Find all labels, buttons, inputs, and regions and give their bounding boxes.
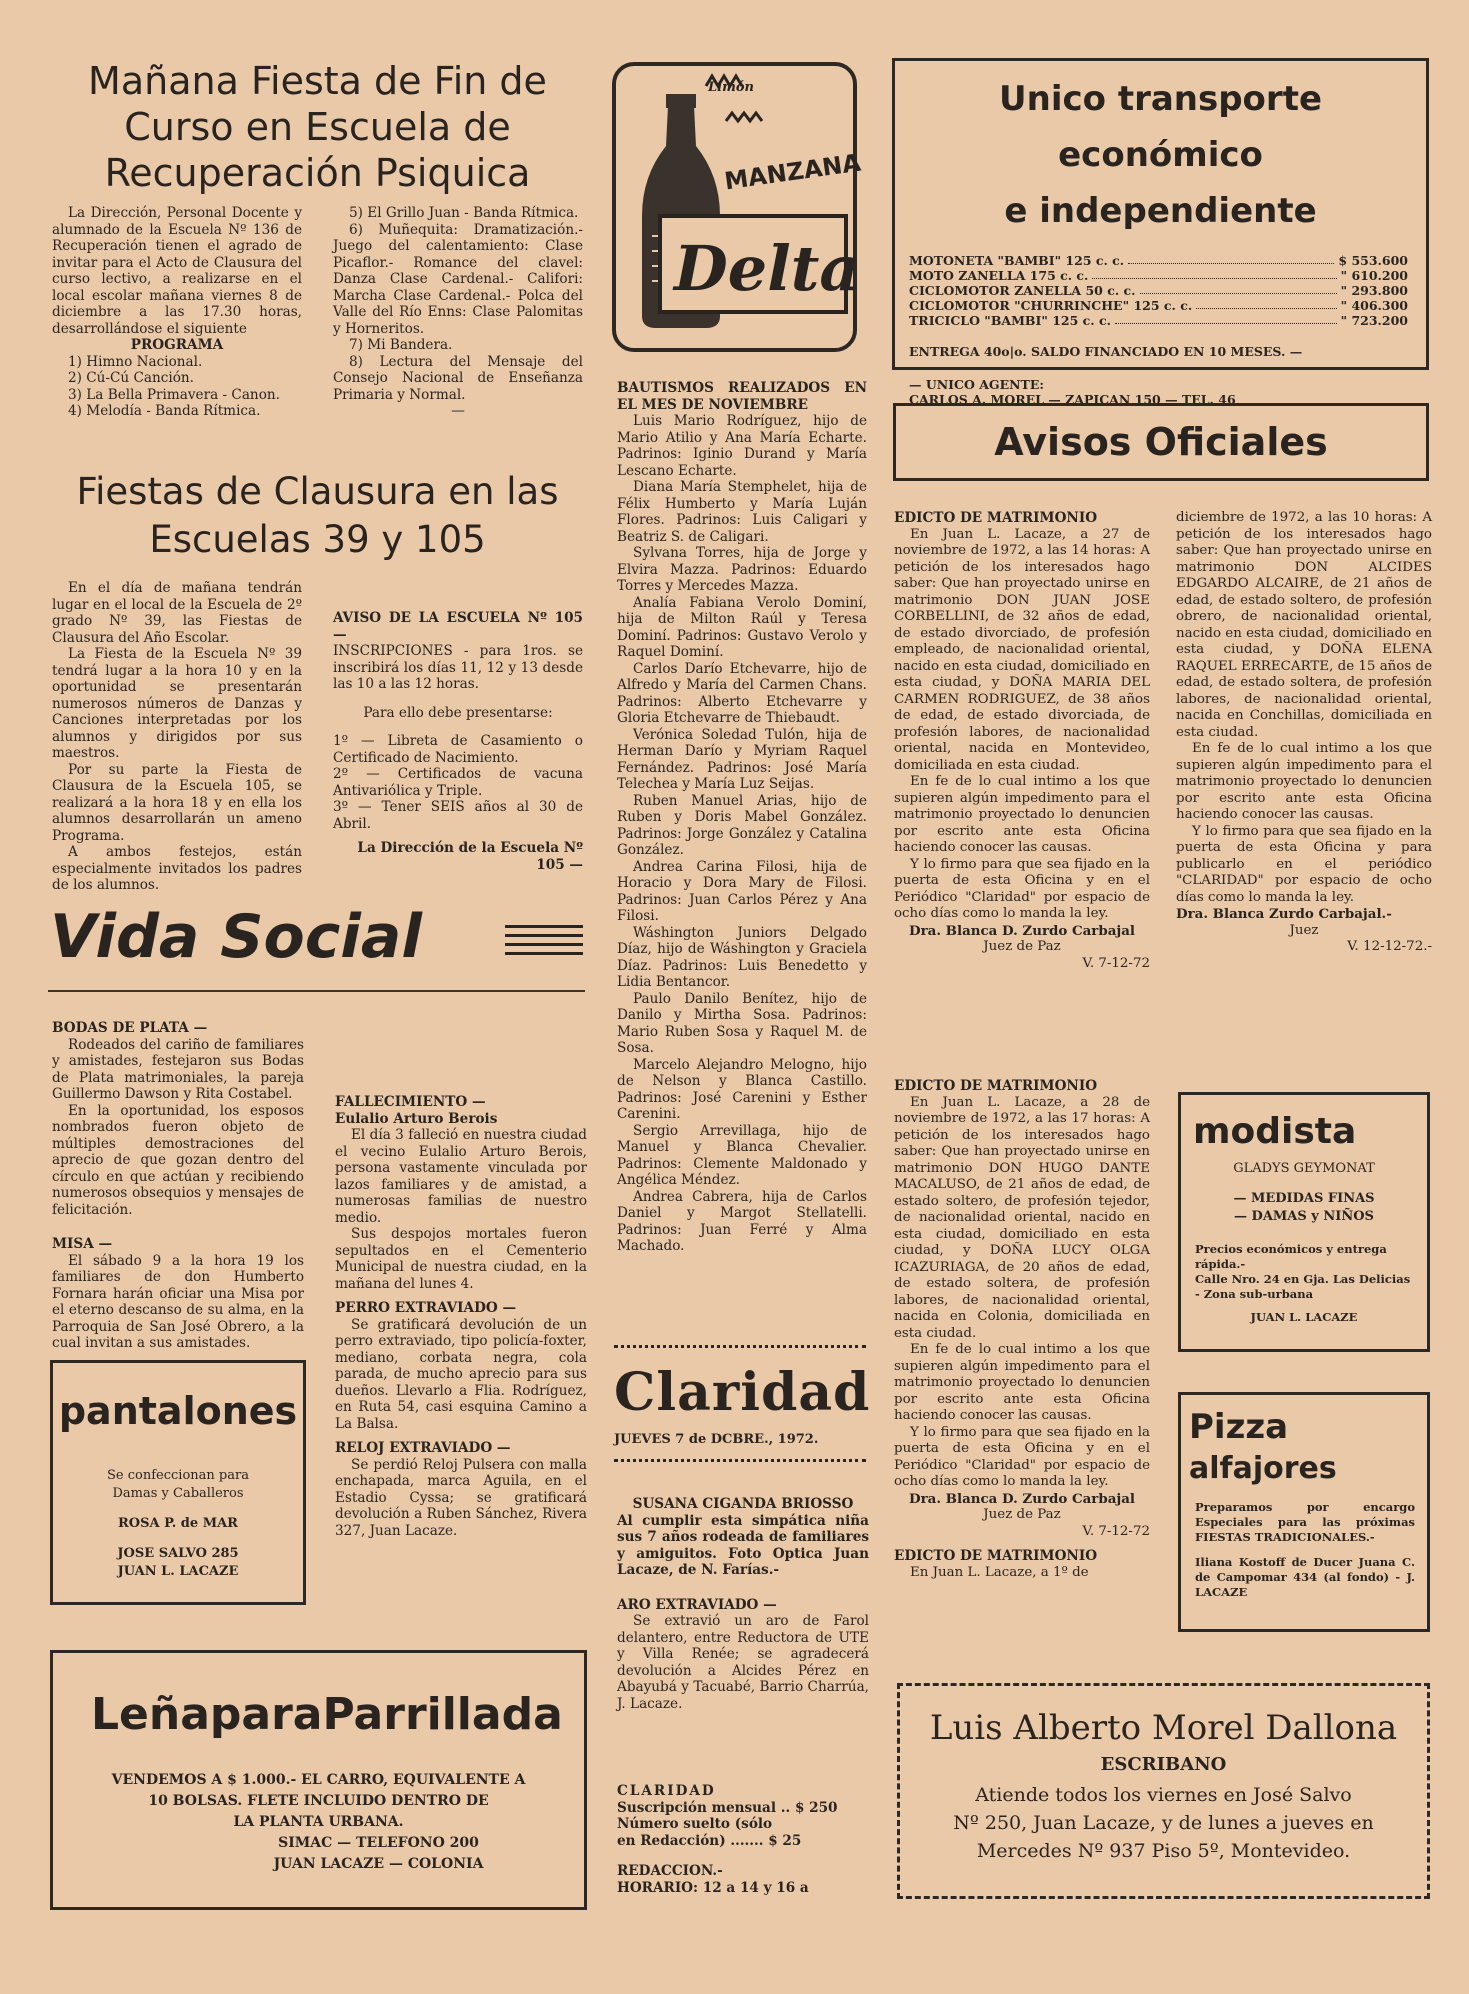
avisos-oficiales-banner bbox=[893, 403, 1429, 481]
price-row: MOTONETA "BAMBI" 125 c. c. $ 553.600 bbox=[909, 253, 1408, 268]
social-col1: BODAS DE PLATA — Rodeados del cariño de familiares y amistades, festejaron sus Bodas de Plata matrimoniales, la pareja Guillermo Dawson y Rita Costabel. En la oportunidad, los esposos nombrados fueron objeto de múltiples demostraciones del aprecio de que gozan dentro del círculo en que actúan y recibiendo numerosos obsequios y mensajes de felicitación. MISA — El sábado 9 a la hora 19 los familiares de don Humberto Fornara harán oficiar una Misa por el eterno descanso de su alma, en la Parroquia de San José Obrero, a la cual invitan a sus amistades. bbox=[52, 1020, 304, 1351]
divider bbox=[48, 990, 585, 992]
headline-fiesta-fin-curso: Mañana Fiesta de Fin de Curso en Escuela de Recuperación Psiquica bbox=[88, 59, 547, 195]
article-fiesta-col2: 5) El Grillo Juan - Banda Rítmica. 6) Muñequita: Dramatización.- Juego del calentamiento: Clase Picaflor.- Romance del clavel: Danza Clase Cardenal.- Califori: Marcha Clase Cardenal.- Polca del Valle del Río Enns: Clase Palomitas y Horneritos. 7) Mi Bandera. 8) Lectura del Mensaje del Consejo Nacional de Enseñanza Primaria y Normal. — bbox=[333, 205, 583, 419]
delta-flavor: MANZANA bbox=[722, 148, 863, 196]
edicto-matrimonio-1: EDICTO DE MATRIMONIO En Juan L. Lacaze, a 27 de noviembre de 1972, a las 14 horas: A petición de los interesados hago saber: Que han proyectado unirse en matrimonio DON JUAN JOSE CORBELLINI, de 32 años de edad, de estado divorciado, de profesión empleado, de nacionalidad oriental, nacido en esta ciudad, domiciliado en esta ciudad, y DOÑA MARIA DEL CARMEN RODRIGUEZ, de 38 años de edad, de estado divorciada, de profesión labores, de nacionalidad oriental, nacida en Montevideo, domiciliada en esta ciudad. En fe de lo cual intimo a los que supieren algún impedimento para el matrimonio proyectado lo denuncien por escrito ante esta Oficina haciendo conocer las causas. Y lo firmo para que sea fijado en la puerta de esta Oficina y en el Periódico "Claridad" por espacio de ocho días como lo manda la ley. Dra. Blanca D. Zurdo Carbajal Juez de Paz V. 7-12-72 bbox=[894, 510, 1150, 971]
edicto-matrimonio-2: EDICTO DE MATRIMONIO En Juan L. Lacaze, a 28 de noviembre de 1972, a las 17 horas: A petición de los interesados hago saber: Que han proyectado unirse en matrimonio DON HUGO DANTE MACALUSO, de 21 años de edad, de estado soltero, de profesión tejedor, de nacionalidad oriental, nacido en esta ciudad, domiciliado en esta ciudad, y DOÑA LUCY OLGA ICAZURIAGA, de 20 años de edad, de estado soltera, de profesión labores, de nacionalidad oriental, nacida en Colonia, domiciliada en esta ciudad. En fe de lo cual intimo a los que supieren algún impedimento para el matrimonio proyectado lo denuncien por escrito ante esta Oficina haciendo conocer las causas. Y lo firmo para que sea fijado en la puerta de esta Oficina y en el Periódico "Claridad" por espacio de ocho días como lo manda la ley. Dra. Blanca D. Zurdo Carbajal Juez de Paz V. 7-12-72 EDICTO DE MATRIMONIO En Juan L. Lacaze, a 1º de bbox=[894, 1078, 1150, 1580]
ad-escribano: Luis Alberto Morel Dallona ESCRIBANO Atiende todos los viernes en José Salvo Nº 250, Juan Lacaze, y de lunes a jueves en Mercedes Nº 937 Piso 5º, Montevideo. bbox=[897, 1683, 1430, 1899]
alfajores-title: alfajores bbox=[1189, 1451, 1337, 1486]
escribano-role: ESCRIBANO bbox=[1100, 1754, 1227, 1775]
price-row: TRICICLO "BAMBI" 125 c. c. " 723.200 bbox=[909, 313, 1408, 328]
claridad-masthead bbox=[614, 1345, 871, 1462]
price-row: CICLOMOTOR ZANELLA 50 c. c. " 293.800 bbox=[909, 283, 1408, 298]
ad-lena-parrillada: Leña para Parrillada VENDEMOS A $ 1.000.- EL CARRO, EQUIVALENTE A 10 BOLSAS. FLETE INCLUIDO DENTRO DE LA PLANTA URBANA. SIMAC — TELEFONO 200 JUAN LACAZE — COLONIA bbox=[50, 1650, 587, 1910]
ad-pizza-alfajores: Pizza alfajores Preparamos por encargo Especiales para las próximas FIESTAS TRADICIONALES.- Iliana Kostoff de Ducer Juana C. de Campomar 434 (al fondo) - J. LACAZE bbox=[1178, 1392, 1430, 1632]
ad-modista: modista GLADYS GEYMONAT — MEDIDAS FINAS — DAMAS y NIÑOS Precios económicos y entrega rápida.- Calle Nro. 24 en Gja. Las Delicias - Zona sub-urbana JUAN L. LACAZE bbox=[1178, 1092, 1430, 1352]
pizza-title: Pizza bbox=[1189, 1407, 1289, 1447]
price-row: CICLOMOTOR "CHURRINCHE" 125 c. c. " 406.300 bbox=[909, 298, 1408, 313]
edicto-matrimonio-3: diciembre de 1972, a las 10 horas: A petición de los interesados hago saber: Que han proyectado unirse en matrimonio DON ALCIDES EDGARDO ALCAIRE, de 21 años de edad, de estado soltero, de profesión obrero, de nacionalidad oriental, nacido en esta ciudad, domiciliado en esta ciudad, y DOÑA ELENA RAQUEL ERRECARTE, de 15 años de edad, de estado soltera, de profesión labores, de nacionalidad oriental, nacida en Conchillas, domiciliada en esta ciudad. En fe de lo cual intimo a los que supieren algún impedimento para el matrimonio proyectado lo denuncien por escrito ante esta Oficina haciendo conocer las causas. Y lo firmo para que sea fijado en la puerta de esta Oficina y para publicarlo en el periódico "CLARIDAD" por espacio de ocho días como lo manda la ley. Dra. Blanca Zurdo Carbajal.- Juez V. 12-12-72.- bbox=[1176, 510, 1432, 954]
avisos-oficiales-title: Avisos Oficiales bbox=[994, 420, 1328, 464]
suscripcion: CLARIDAD Suscripción mensual .. $ 250 Número suelto (sólo en Redacción) ....... $ 25 REDACCION.- HORARIO: 12 a 14 y 16 a bbox=[617, 1783, 838, 1896]
delta-top-text: Limón bbox=[708, 80, 754, 95]
delta-brand: Delta bbox=[674, 232, 860, 305]
ad-pantalones: pantalones Se confeccionan para Damas y Caballeros ROSA P. de MAR JOSE SALVO 285 JUAN L. LACAZE bbox=[50, 1360, 306, 1605]
ad-transporte: Unico transporte económico e independiente MOTONETA "BAMBI" 125 c. c. $ 553.600 MOTO ZANELLA 175 c. c. " 610.200 CICLOMOTOR ZANELLA 50 c. c. " 293.800 CICLOMOTOR "CHURRINCHE" 125 c. c. " 406.300 TRICICLO "BAMBI" 125 c. c. " 723.200 ENTREGA 40o|o. SALDO FINANCIADO EN 10 MESES. — — UNICO AGENTE: CARLOS A. MOREL — ZAPICAN 150 — TEL. 46 bbox=[892, 58, 1429, 370]
ad-pantalones-title: pantalones bbox=[58, 1389, 298, 1433]
bottle-illustration bbox=[616, 66, 856, 352]
vida-social-ornament bbox=[505, 925, 583, 955]
escribano-name: Luis Alberto Morel Dallona bbox=[929, 1708, 1398, 1748]
ad-delta-manzana bbox=[612, 62, 863, 352]
headline-fiestas-clausura: Fiestas de Clausura en las Escuelas 39 y 105 bbox=[76, 470, 559, 561]
article-clausura-col1: En el día de mañana tendrán lugar en el local de la Escuela de 2º grado Nº 39, las Fiestas de Clausura del Año Escolar. La Fiesta de la Escuela Nº 39 tendrá lugar a la hora 10 y en la oportunidad se presentarán numerosos números de Danzas y Canciones interpretadas por los alumnos y dirigidos por sus maestros. Por su parte la Fiesta de Clausura de la Escuela 105, se realizará a la hora 18 y en ella los alumnos desarrollarán un ameno Programa. A ambos festejos, están especialmente invitados los padres de los alumnos. bbox=[52, 580, 302, 893]
article-clausura-col2: AVISO DE LA ESCUELA Nº 105 — INSCRIPCIONES - para 1ros. se inscribirá los días 11, 12 y 13 desde las 10 a las 12 horas. Para ello debe presentarse: 1º — Libreta de Casamiento o Certificado de Nacimiento. 2º — Certificados de vacuna Antivariólica y Triple. 3º — Tener SEIS años al 30 de Abril. La Dirección de la Escuela Nº 105 — bbox=[333, 610, 583, 873]
claridad-title: Claridad bbox=[614, 1362, 871, 1423]
claridad-date: JUEVES 7 de DCBRE., 1972. bbox=[614, 1432, 819, 1447]
article-fiesta-col1: La Dirección, Personal Docente y alumnado de la Escuela Nº 136 de Recuperación tienen el agrado de invitar para el Acto de Clausura del curso lectivo, a realizarse en el local escolar mañana viernes 8 de diciembre a las 17.30 horas, desarrollándose el siguiente PROGRAMA 1) Himno Nacional. 2) Cú-Cú Canción. 3) La Bella Primavera - Canon. 4) Melodía - Banda Rítmica. bbox=[52, 205, 302, 419]
susana-ciganda: SUSANA CIGANDA BRIOSSO Al cumplir esta simpática niña sus 7 años rodeada de familiares y amiguitos. Foto Optica Juan Lacaze, de N. Farías.- ARO EXTRAVIADO — Se extravió un aro de Farol delantero, entre Reductora de UTE y Villa Renée; se agradecerá devolución a Alcides Pérez en Abayubá y Tacuabé, Barrio Charrúa, J. Lacaze. bbox=[617, 1496, 869, 1712]
bautismos: BAUTISMOS REALIZADOS EN EL MES DE NOVIEMBRE Luis Mario Rodríguez, hijo de Mario Atilio y Ana María Echarte. Padrinos: Iginio Durand y María Lescano Echarte. Diana María Stemphelet, hija de Félix Humberto y María Luján Flores. Padrinos: Luis Caligari y Beatriz S. de Caligari. Sylvana Torres, hija de Jorge y Elvira Mazza. Padrinos: Eduardo Torres y Mercedes Mazza. Analía Fabiana Verolo Dominí, hija de Milton Raúl y Teresa Dominí. Padrinos: Gustavo Verolo y Raquel Dominí. Carlos Darío Etchevarre, hijo de Alfredo y María del Carmen Chans. Padrinos: Alberto Etchevarre y Gloria Etchevarre de Thiebaudt. Verónica Soledad Tulón, hija de Herman Darío y Myriam Raquel Fernández. Padrinos: José María Telechea y María Luz Seijas. Ruben Manuel Arias, hijo de Ruben y Doris Mabel González. Padrinos: Jorge González y Catalina González. Andrea Carina Filosi, hija de Horacio y Dora Mary de Filosi. Padrinos: Juan Carlos Pérez y Ana Filosi. Wáshington Juniors Delgado Díaz, hijo de Wáshington y Graciela Díaz. Padrinos: Luis Benedetto y Lidia Bentancor. Paulo Danilo Benítez, hijo de Danilo y Mirtha Sosa. Padrinos: Mario Ruben Sosa y Raquel M. de Sosa. Marcelo Alejandro Melogno, hijo de Nelson y Blanca Castillo. Padrinos: José Carenini y Esther Carenini. Sergio Arrevillaga, hijo de Manuel y Blanca Chevalier. Padrinos: Clemente Maldonado y Angélica Méndez. Andrea Cabrera, hija de Carlos Daniel y Margot Stellatelli. Padrinos: Juan Ferré y Alma Machado. bbox=[617, 380, 867, 1254]
modista-title: modista bbox=[1193, 1111, 1357, 1152]
price-row: MOTO ZANELLA 175 c. c. " 610.200 bbox=[909, 268, 1408, 283]
vida-social-title: Vida Social bbox=[50, 902, 422, 972]
social-col2: FALLECIMIENTO — Eulalio Arturo Berois El día 3 falleció en nuestra ciudad el vecino Eulalio Arturo Berois, persona vastamente vinculada por lazos familiares y de amistad, a numerosas familias de nuestro medio. Sus despojos mortales fueron sepultados en el Cementerio Municipal de nuestra ciudad, en la mañana del lunes 4. PERRO EXTRAVIADO — Se gratificará devolución de un perro extraviado, tipo policía-foxter, mediano, corbata negra, cola parada, de mucho aprecio para sus dueños. Llevarlo a Flia. Rodríguez, en Ruta 54, casi esquina Camino a La Balsa. RELOJ EXTRAVIADO — Se perdió Reloj Pulsera con malla enchapada, marca Aguila, en el Estadio Cyssa; se gratificará devolución a Ruben Sánchez, Rivera 327, Juan Lacaze. bbox=[335, 1094, 587, 1539]
